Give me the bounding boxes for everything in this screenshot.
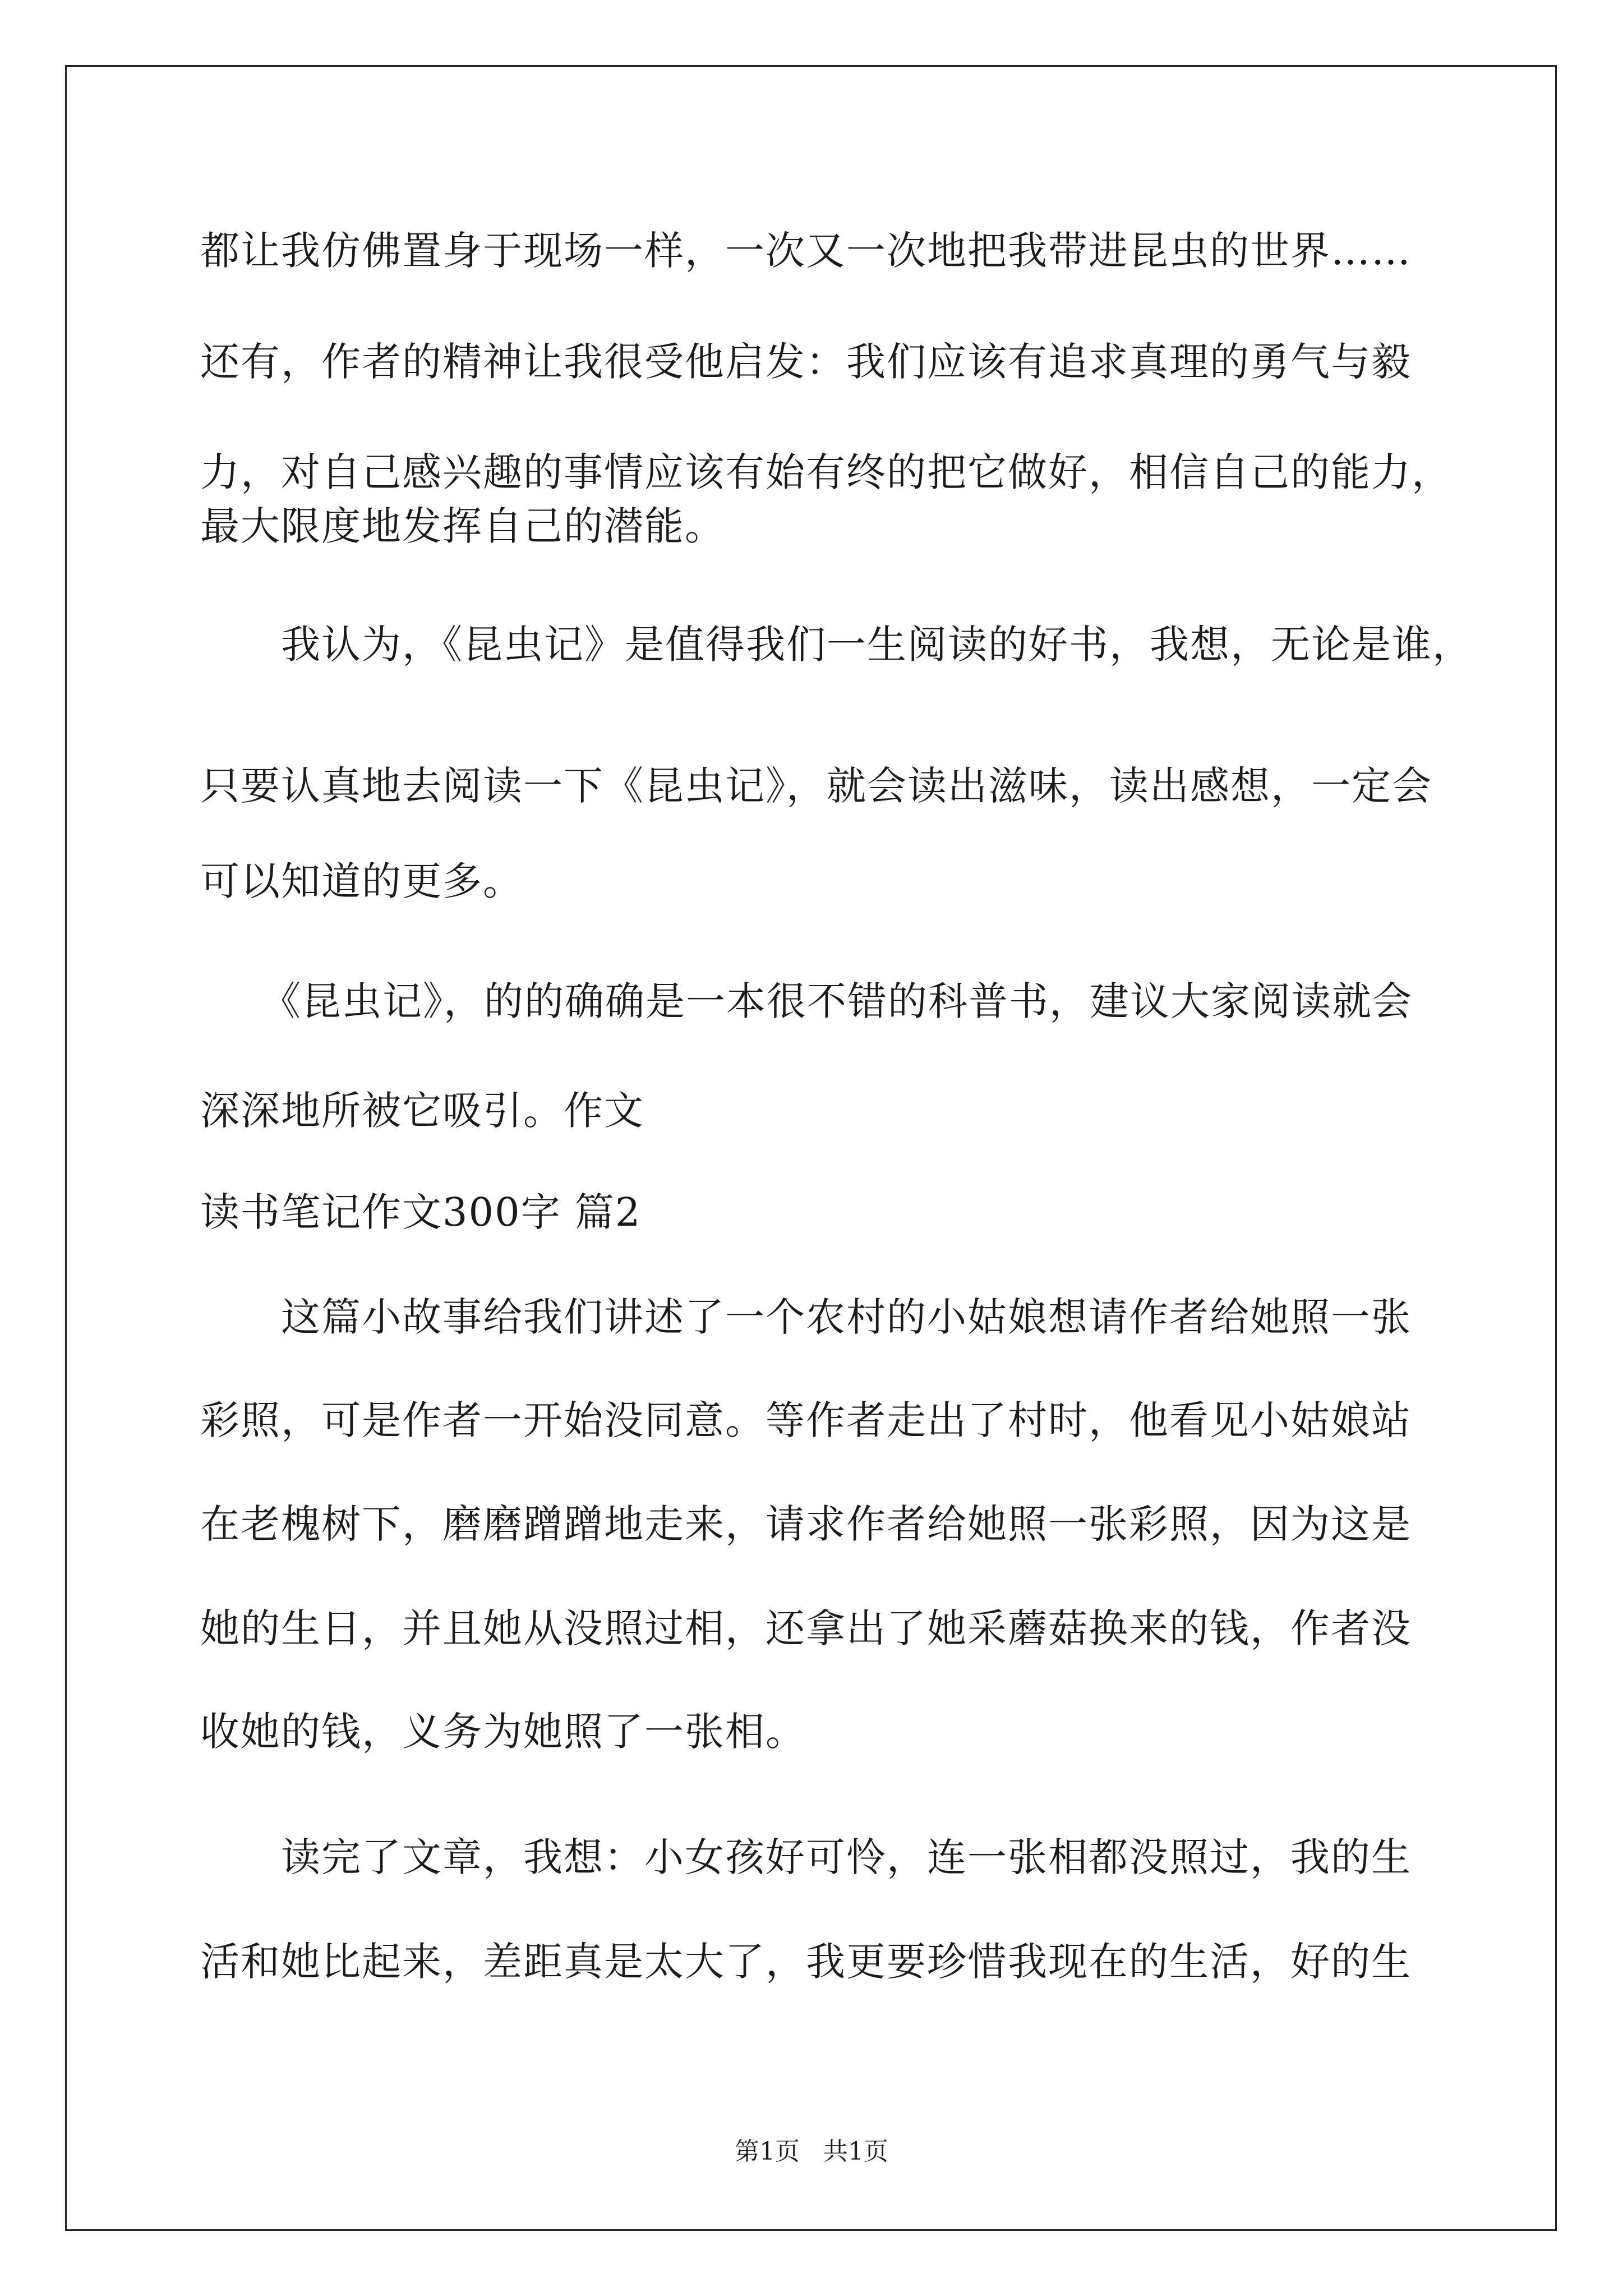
paragraph-first-line: 我认为，《昆虫记》是值得我们一生阅读的好书，我想，无论是谁，: [200, 622, 1473, 668]
body-text-line: 在老槐树下，磨磨蹭蹭地走来，请求作者给她照一张彩照，因为这是: [200, 1501, 1412, 1547]
paragraph-first-line: 读完了文章，我想：小女孩好可怜，连一张相都没照过，我的生: [200, 1834, 1412, 1880]
body-text-line: 可以知道的更多。: [200, 858, 523, 904]
paragraph-first-line: 这篇小故事给我们讲述了一个农村的小姑娘想请作者给她照一张: [200, 1294, 1412, 1340]
body-text-line: 还有，作者的精神让我很受他启发：我们应该有追求真理的勇气与毅: [200, 339, 1412, 385]
body-text-line: 力，对自己感兴趣的事情应该有始有终的把它做好，相信自己的能力，: [200, 449, 1452, 495]
body-text-line: 活和她比起来，差距真是太大了，我更要珍惜我现在的生活，好的生: [200, 1939, 1412, 1985]
body-text-line: 只要认真地去阅读一下《昆虫记》，就会读出滋味，读出感想，一定会: [200, 763, 1432, 809]
section-heading: 读书笔记作文300字 篇2: [200, 1189, 642, 1235]
paragraph-first-line: 《昆虫记》，的的确确是一本很不错的科普书，建议大家阅读就会: [200, 978, 1413, 1024]
body-text-line: 彩照，可是作者一开始没同意。等作者走出了村时，他看见小姑娘站: [200, 1397, 1412, 1443]
page-border: [65, 65, 1557, 2231]
body-text-line: 收她的钱，义务为她照了一张相。: [200, 1709, 806, 1755]
body-text-line: 都让我仿佛置身于现场一样，一次又一次地把我带进昆虫的世界……: [200, 228, 1412, 274]
page-footer: 第1页 共1页: [735, 2137, 888, 2166]
body-text-line: 她的生日，并且她从没照过相，还拿出了她采蘑菇换来的钱，作者没: [200, 1605, 1412, 1651]
body-text-line: 最大限度地发挥自己的潜能。: [200, 503, 725, 549]
body-text-line: 深深地所被它吸引。作文: [200, 1088, 644, 1134]
